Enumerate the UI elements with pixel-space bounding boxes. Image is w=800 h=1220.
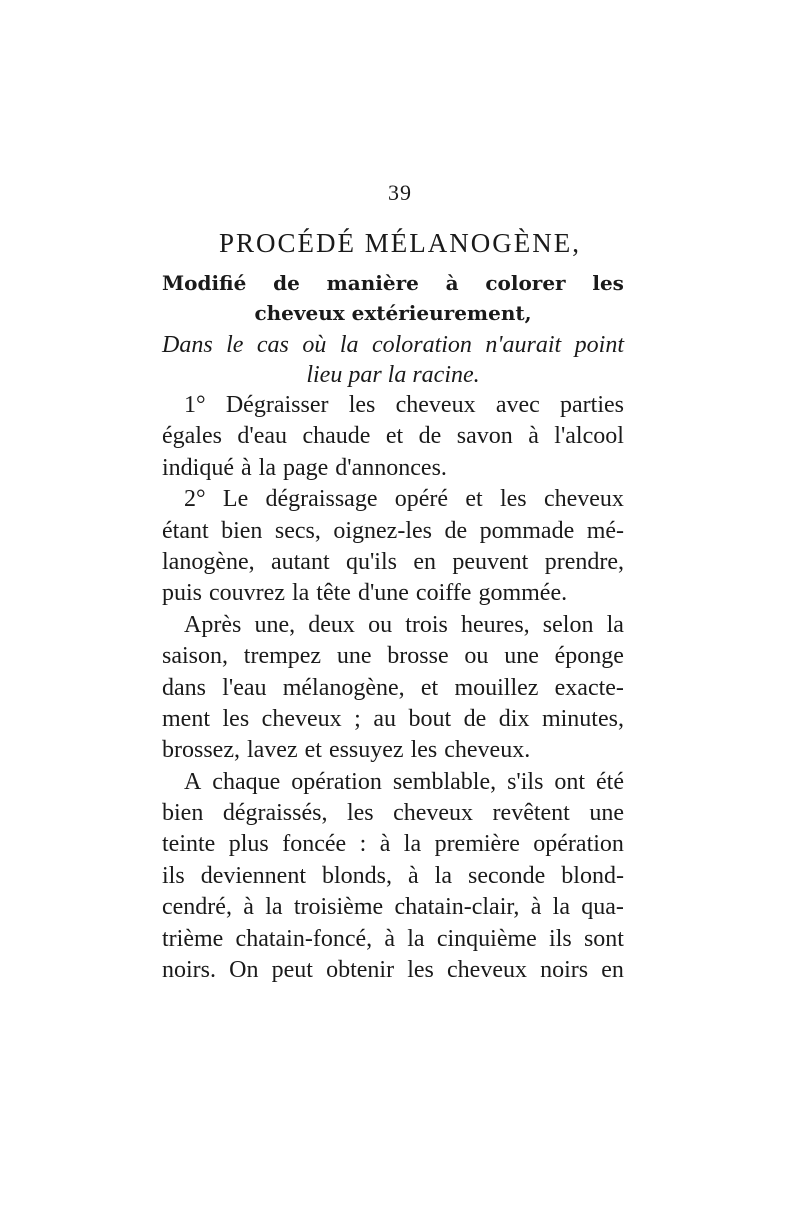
text-line: Après une, deux ou trois heures, selon la [184, 611, 624, 638]
text-line: A chaque opération semblable, s'ils ont été [184, 768, 624, 795]
text-line: indiqué à la page d'annonces. [162, 454, 447, 481]
page-number: 39 [388, 180, 412, 205]
word: la [339, 332, 359, 358]
word: où [302, 332, 327, 358]
text-line: étant bien secs, oignez-les de pommade mé- [162, 517, 624, 544]
text-line: saison, trempez une brosse ou une éponge [162, 643, 624, 670]
text-line: lanogène, autant qu'ils en peuvent prendre, [162, 548, 624, 575]
text-line: dans l'eau mélanogène, et mouillez exacte- [162, 674, 624, 701]
text-line: bien dégraissés, les cheveux revêtent une [162, 800, 624, 827]
paragraph [162, 610, 624, 767]
text-line: noirs. On peut obtenir les cheveux noirs en [162, 957, 624, 984]
text-line: 2° Le dégraissage opéré et les cheveux [184, 486, 624, 513]
italic-note [162, 330, 624, 390]
word: le [226, 332, 244, 358]
word: à [445, 271, 459, 295]
body-text [162, 390, 624, 986]
text-line: trième chatain-foncé, à la cinquième ils sont [162, 925, 624, 952]
section-heading: PROCÉDÉ MÉLANOGÈNE, [219, 228, 581, 258]
text-line: brossez, lavez et essuyez les cheveux. [162, 737, 531, 764]
text-line: 1° Dégraisser les cheveux avec parties [184, 392, 624, 418]
note-line-2: lieu par la racine. [306, 362, 480, 388]
note-line-1 [162, 330, 624, 360]
word: n'aurait [485, 332, 562, 358]
word: de [273, 271, 300, 295]
word: coloration [371, 332, 472, 358]
word: les [592, 271, 624, 295]
text-line: ment les cheveux ; au bout de dix minutes, [162, 705, 624, 732]
word: colorer [485, 271, 566, 295]
subheading-line-2: cheveux extérieurement, [254, 301, 532, 325]
word: cas [256, 332, 289, 358]
word: point [574, 332, 624, 358]
word: Modifié [162, 271, 247, 295]
paragraph [162, 484, 624, 610]
word: Dans [162, 332, 213, 358]
section-subheading [162, 268, 624, 328]
subheading-line-1 [162, 268, 624, 298]
text-line: égales d'eau chaude et de savon à l'alcool [162, 423, 624, 450]
text-line: cendré, à la troisième chatain-clair, à la qua- [162, 894, 624, 921]
text-line: teinte plus foncée : à la première opération [162, 831, 624, 858]
word: manière [326, 271, 419, 295]
paragraph [162, 390, 624, 484]
text-line: puis couvrez la tête d'une coiffe gommée. [162, 580, 568, 607]
paragraph [162, 767, 624, 987]
text-line: ils deviennent blonds, à la seconde blond- [162, 862, 624, 889]
